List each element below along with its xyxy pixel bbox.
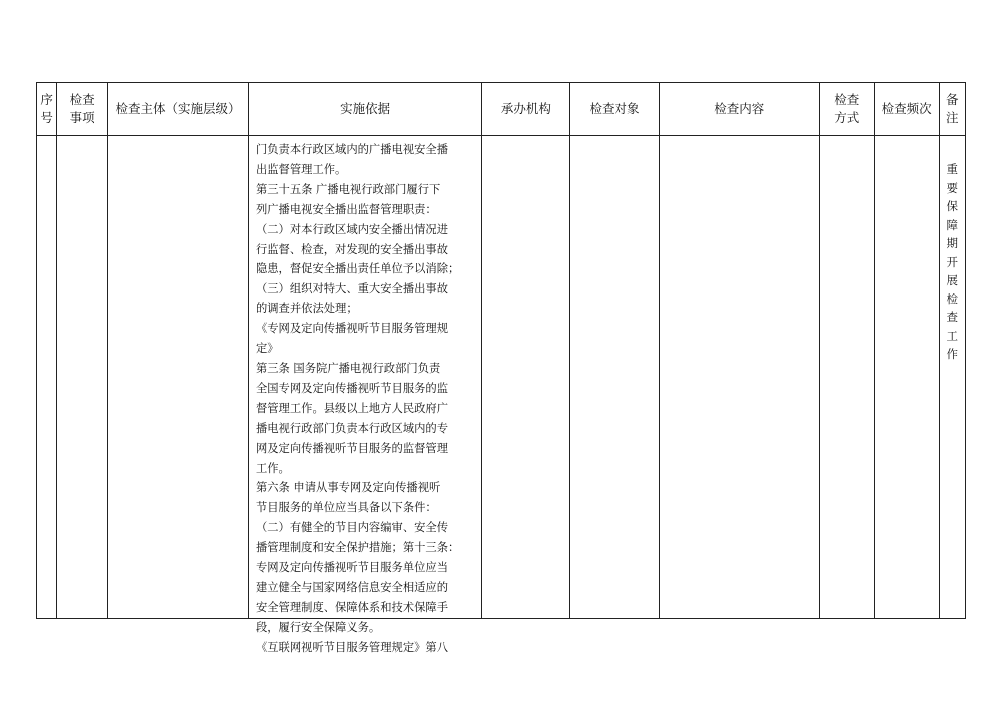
basis-line: 专网及定向传播视听节目服务单位应当 xyxy=(255,561,449,575)
inspection-table xyxy=(36,82,966,654)
remark-char: 重 xyxy=(946,162,959,176)
basis-line: 列广播电视安全播出监督管理职责： xyxy=(255,202,437,216)
cell-frequency xyxy=(874,136,939,619)
basis-line: 播管理制度和安全保护措施；第十三条： xyxy=(255,541,460,555)
header-row xyxy=(37,83,966,136)
basis-line: 段，履行安全保障义务。 xyxy=(255,620,381,634)
basis-line: 出监督管理工作。 xyxy=(255,162,347,176)
remark-char: 查 xyxy=(946,310,959,324)
remark-char: 作 xyxy=(946,347,959,361)
remark-char: 保 xyxy=(946,199,959,213)
cell-basis xyxy=(248,136,481,654)
header-object: 检查对象 xyxy=(570,83,659,136)
basis-text xyxy=(255,140,475,654)
remark-char: 检 xyxy=(946,291,959,306)
basis-line: 门负责本行政区域内的广播电视安全播 xyxy=(255,143,449,156)
basis-line: 《专网及定向传播视听节目服务管理规 xyxy=(255,322,449,336)
cell-object xyxy=(570,136,659,619)
remark-char: 展 xyxy=(946,273,959,287)
basis-line: 工作。 xyxy=(255,461,290,475)
remark-char: 期 xyxy=(946,236,959,250)
cell-seq xyxy=(37,136,57,619)
basis-line: （二）对本行政区域内安全播出情况进 xyxy=(255,222,449,236)
header-content: 检查内容 xyxy=(659,83,819,136)
header-remark: 备 注 xyxy=(939,83,965,136)
header-agency: 承办机构 xyxy=(482,83,570,136)
header-frequency: 检查频次 xyxy=(874,83,939,136)
cell-method xyxy=(819,136,874,619)
basis-line: 第三十五条 广播电视行政部门履行下 xyxy=(255,182,441,196)
cell-remark xyxy=(939,136,965,619)
basis-line: （二）有健全的节目内容编审、安全传 xyxy=(255,521,449,535)
basis-line: 第三条 国务院广播电视行政部门负责 xyxy=(255,361,441,375)
basis-line: 播电视行政部门负责本行政区域内的专 xyxy=(255,421,449,435)
basis-line: 定》 xyxy=(255,342,279,356)
cell-item xyxy=(57,136,108,619)
basis-line: 督管理工作。县级以上地方人民政府广 xyxy=(255,401,449,415)
basis-line: 全国专网及定向传播视听节目服务的监 xyxy=(255,381,449,395)
basis-line: （三）组织对特大、重大安全播出事故 xyxy=(255,282,449,296)
basis-line: 的调查并依法处理； xyxy=(255,302,358,316)
cell-subject xyxy=(107,136,248,619)
remark-char: 开 xyxy=(946,254,959,269)
basis-line: 行监督、检查，对发现的安全播出事故 xyxy=(255,242,449,256)
basis-line: 建立健全与国家网络信息安全相适应的 xyxy=(255,580,449,594)
basis-line: 节目服务的单位应当具备以下条件： xyxy=(255,501,437,515)
cell-content xyxy=(659,136,819,619)
basis-line: 第六条 申请从事专网及定向传播视听 xyxy=(255,481,441,495)
basis-line: 网及定向传播视听节目服务的监督管理 xyxy=(255,441,449,455)
header-method: 检查 方式 xyxy=(819,83,874,136)
header-basis: 实施依据 xyxy=(248,83,481,136)
cell-agency xyxy=(482,136,570,619)
header-item: 检查 事项 xyxy=(57,83,108,136)
remark-vertical-text xyxy=(940,160,965,364)
remark-char: 工 xyxy=(946,328,959,343)
table-row xyxy=(37,136,966,619)
basis-line: 《互联网视听节目服务管理规定》第八 xyxy=(255,640,449,654)
header-seq: 序 号 xyxy=(37,83,57,136)
basis-line: 隐患，督促安全播出责任单位予以消除； xyxy=(255,262,460,276)
remark-char: 障 xyxy=(946,217,959,232)
header-subject: 检查主体（实施层级） xyxy=(107,83,248,136)
basis-line: 安全管理制度、保障体系和技术保障手 xyxy=(255,600,449,614)
remark-char: 要 xyxy=(946,180,959,195)
